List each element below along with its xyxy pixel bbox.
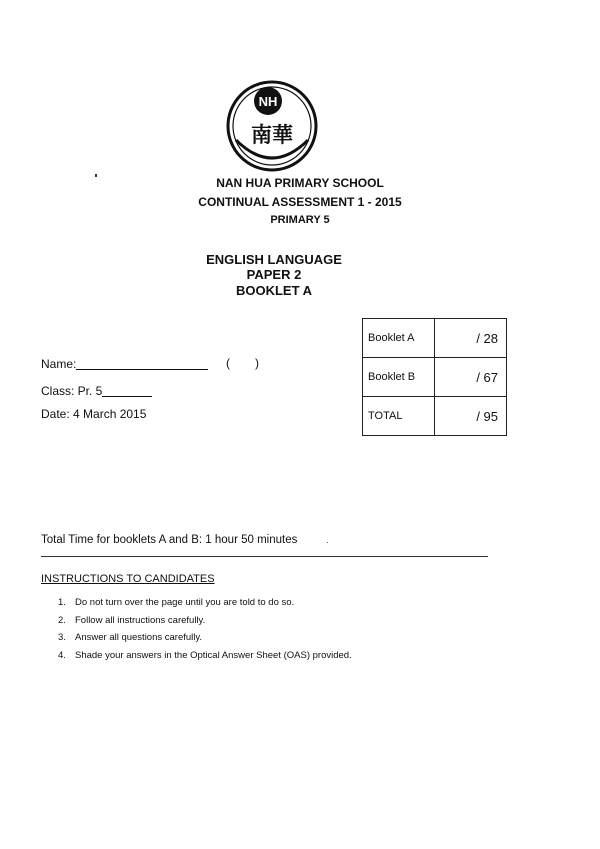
instruction-number: 1. bbox=[58, 597, 66, 608]
school-logo bbox=[226, 80, 318, 172]
instruction-text: Shade your answers in the Optical Answer Sheet (OAS) provided. bbox=[75, 649, 352, 661]
instruction-item bbox=[58, 650, 352, 668]
class-label: Class: Pr. 5 bbox=[41, 384, 103, 398]
index-paren-open: ( bbox=[226, 356, 230, 370]
instruction-item bbox=[58, 632, 352, 650]
score-row-label: TOTAL bbox=[363, 397, 435, 436]
assessment-title: CONTINUAL ASSESSMENT 1 - 2015 bbox=[198, 195, 402, 209]
stray-dot bbox=[327, 542, 328, 543]
instruction-list bbox=[58, 597, 352, 667]
score-row-total bbox=[363, 397, 507, 436]
school-name: NAN HUA PRIMARY SCHOOL bbox=[216, 176, 384, 190]
score-row-booklet-a bbox=[363, 319, 507, 358]
name-label: Name: bbox=[41, 357, 77, 371]
date-text: Date: 4 March 2015 bbox=[41, 407, 147, 421]
score-row-label: Booklet B bbox=[363, 358, 435, 397]
subject-title: ENGLISH LANGUAGE bbox=[206, 252, 342, 267]
score-row-label: Booklet A bbox=[363, 319, 435, 358]
instruction-text: Answer all questions carefully. bbox=[75, 632, 203, 643]
score-table bbox=[362, 318, 507, 436]
instruction-number: 2. bbox=[58, 614, 66, 626]
instruction-item bbox=[58, 597, 352, 615]
instruction-number: 4. bbox=[58, 649, 66, 661]
instruction-text: Do not turn over the page until you are told to do so. bbox=[75, 597, 295, 608]
index-paren-close: ) bbox=[255, 356, 259, 370]
logo-initials: NH bbox=[258, 94, 278, 109]
logo-chinese: 南華 bbox=[251, 123, 293, 147]
score-row-value: / 95 bbox=[435, 397, 507, 436]
score-row-value: / 28 bbox=[435, 319, 507, 358]
score-row-value: / 67 bbox=[435, 358, 507, 397]
score-row-booklet-b bbox=[363, 358, 507, 397]
instructions-heading: INSTRUCTIONS TO CANDIDATES bbox=[41, 573, 215, 585]
instruction-number: 3. bbox=[58, 632, 66, 643]
total-time: Total Time for booklets A and B: 1 hour 50 minutes bbox=[41, 534, 298, 546]
divider bbox=[41, 556, 488, 557]
class-field-line[interactable] bbox=[102, 396, 152, 397]
paper-title: PAPER 2 bbox=[246, 267, 302, 282]
booklet-title: BOOKLET A bbox=[235, 283, 313, 298]
instruction-item bbox=[58, 615, 352, 633]
level: PRIMARY 5 bbox=[270, 214, 330, 226]
instruction-text: Follow all instructions carefully. bbox=[75, 614, 206, 626]
name-field-line[interactable] bbox=[76, 369, 208, 370]
